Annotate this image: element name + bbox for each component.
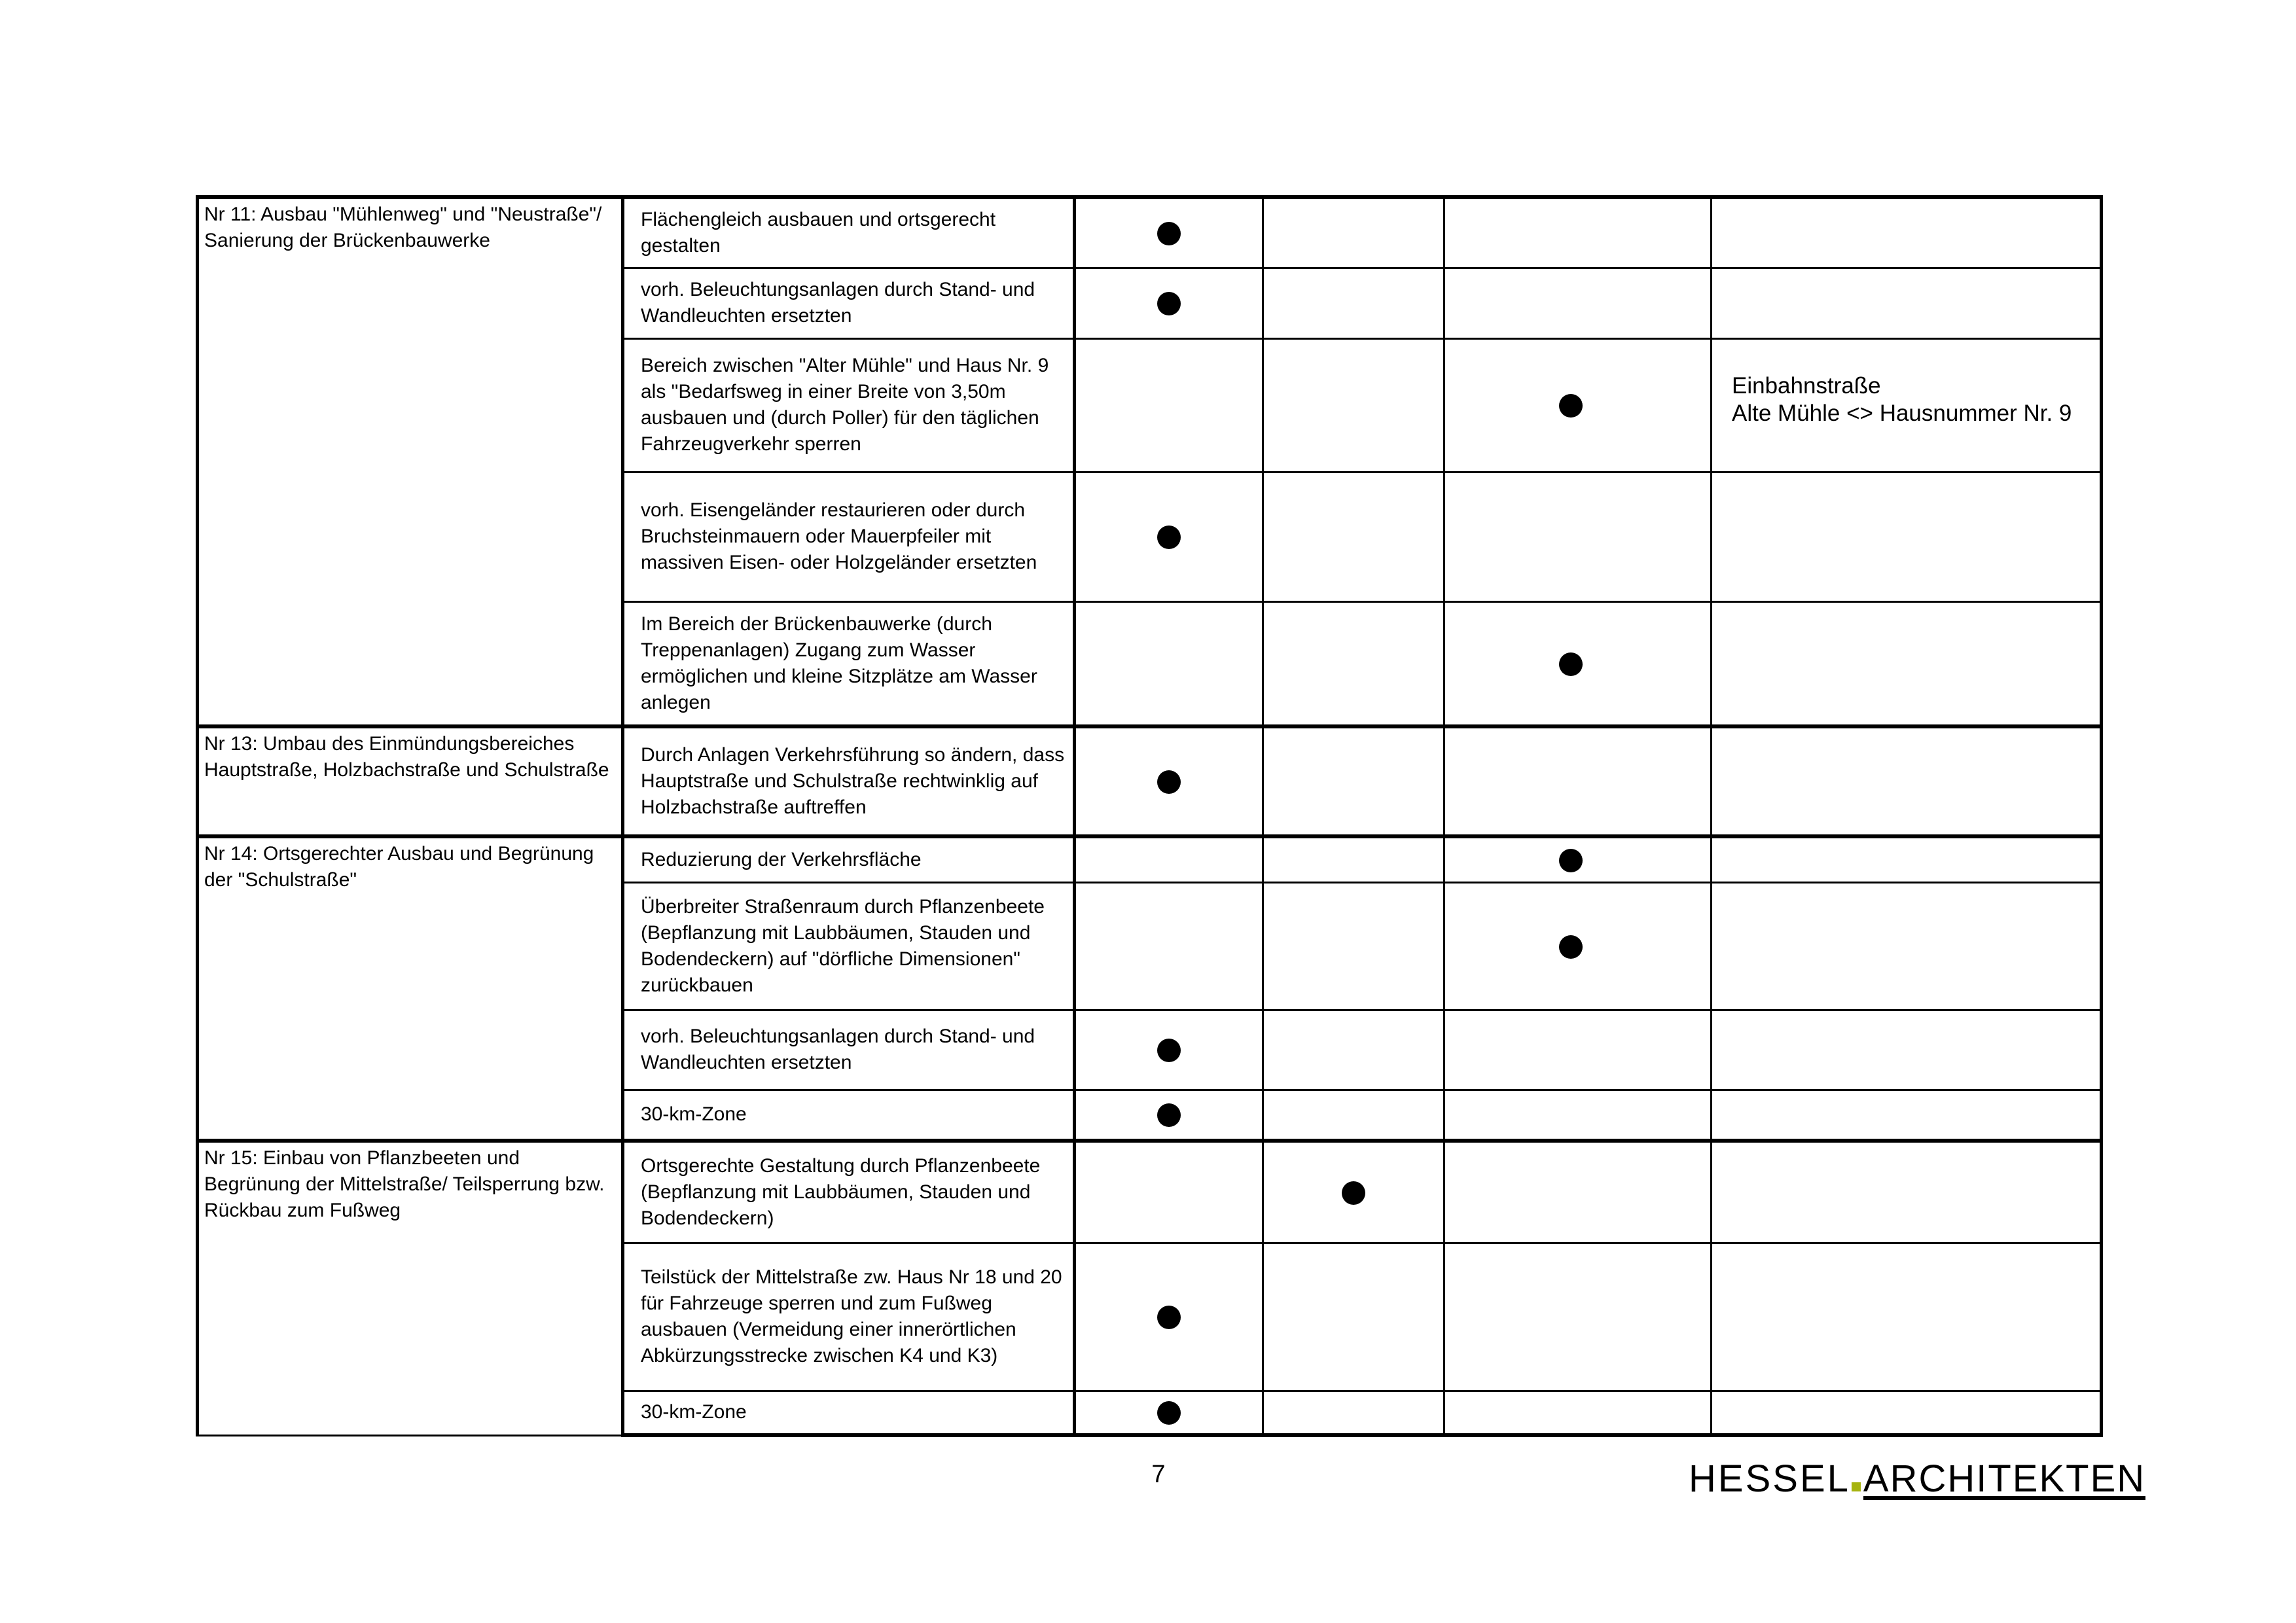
hessel-architekten-logo	[1689, 1458, 2145, 1500]
marker-dot	[1157, 770, 1181, 794]
marker-dot	[1559, 652, 1583, 676]
marker-dot	[1559, 394, 1583, 418]
marker-dot	[1157, 1039, 1181, 1062]
measure-cell	[623, 726, 1075, 836]
measure-cell	[623, 1243, 1075, 1391]
measure-cell	[623, 836, 1075, 882]
marker-dot	[1157, 1401, 1181, 1425]
measure-cell	[623, 1391, 1075, 1435]
marker-dot	[1559, 849, 1583, 872]
measure-cell	[623, 601, 1075, 726]
measure-text: vorh. Beleuchtungsanlagen durch Stand- und Wandleuchten ersetzten	[641, 279, 1035, 327]
logo-right-text: ARCHITEKTEN	[1863, 1457, 2146, 1500]
measure-cell	[623, 197, 1075, 268]
measure-text: Reduzierung der Verkehrsfläche	[641, 848, 922, 870]
marker-dot	[1157, 1103, 1181, 1127]
measure-text: Durch Anlagen Verkehrsführung so ändern, dass Hauptstraße und Schulstraße rechtwinklig auf Holzbachstraße auftreffen	[641, 744, 1065, 818]
marker-dot	[1157, 292, 1181, 315]
measure-cell	[623, 1141, 1075, 1243]
marker-dot	[1157, 526, 1181, 549]
group-title: Nr 13: Umbau des Einmündungsbereiches Hauptstraße, Holzbachstraße und Schulstraße	[204, 733, 609, 781]
measure-text: Flächengleich ausbauen und ortsgerecht gestalten	[641, 208, 996, 257]
measures-table	[196, 195, 2103, 1437]
table-row	[198, 726, 2102, 836]
group-title: Nr 15: Einbau von Pflanzbeeten und Begrünung der Mittelstraße/ Teilsperrung bzw. Rückbau zum Fußweg	[204, 1147, 605, 1221]
logo-accent-square	[1852, 1482, 1861, 1491]
measure-text: Im Bereich der Brückenbauwerke (durch Treppenanlagen) Zugang zum Wasser ermöglichen und kleine Sitzplätze am Wasser anlegen	[641, 613, 1037, 713]
note-line: Einbahnstraße	[1732, 372, 1881, 399]
table-row	[198, 197, 2102, 268]
measure-cell	[623, 882, 1075, 1010]
measure-cell	[623, 1090, 1075, 1141]
logo-left-text: HESSEL	[1689, 1457, 1850, 1500]
measure-text: vorh. Eisengeländer restaurieren oder durch Bruchsteinmauern oder Mauerpfeiler mit massiven Eisen- oder Holzgeländer ersetzten	[641, 499, 1037, 573]
measure-text: Bereich zwischen "Alter Mühle" und Haus Nr. 9 als "Bedarfsweg in einer Breite von 3,50m ausbauen und (durch Poller) für den täglichen Fahrzeugverkehr sperren	[641, 355, 1049, 455]
measure-text: Teilstück der Mittelstraße zw. Haus Nr 18 und 20 für Fahrzeuge sperren und zum Fußweg ausbauen (Vermeidung einer innerörtlichen Abkürzungsstrecke zwischen K4 und K3)	[641, 1266, 1062, 1366]
group-cell	[198, 836, 623, 1141]
measure-cell	[623, 338, 1075, 472]
group-title: Nr 14: Ortsgerechter Ausbau und Begrünung der "Schulstraße"	[204, 843, 594, 891]
measure-cell	[623, 268, 1075, 338]
note-line: Alte Mühle <> Hausnummer Nr. 9	[1732, 400, 2072, 426]
group-cell	[198, 726, 623, 836]
note-cell	[1712, 338, 2102, 472]
marker-dot	[1157, 1306, 1181, 1329]
marker-dot	[1559, 935, 1583, 959]
group-title: Nr 11: Ausbau "Mühlenweg" und "Neustraße"/ Sanierung der Brückenbauwerke	[204, 204, 602, 251]
marker-dot	[1342, 1181, 1365, 1205]
table-row	[198, 1141, 2102, 1243]
measure-text: Überbreiter Straßenraum durch Pflanzenbeete (Bepflanzung mit Laubbäumen, Stauden und Bodendeckern) auf "dörfliche Dimensionen" zurückbauen	[641, 895, 1045, 996]
table-row	[198, 836, 2102, 882]
marker-dot	[1157, 222, 1181, 245]
measure-cell	[623, 1010, 1075, 1090]
page-number: 7	[1151, 1461, 1166, 1488]
group-cell	[198, 197, 623, 726]
measure-text: 30-km-Zone	[641, 1401, 747, 1423]
measure-cell	[623, 472, 1075, 601]
measure-text: Ortsgerechte Gestaltung durch Pflanzenbeete (Bepflanzung mit Laubbäumen, Stauden und Bodendeckern)	[641, 1154, 1041, 1229]
measure-text: 30-km-Zone	[641, 1103, 747, 1126]
measure-text: vorh. Beleuchtungsanlagen durch Stand- und Wandleuchten ersetzten	[641, 1026, 1035, 1073]
group-cell	[198, 1141, 623, 1435]
